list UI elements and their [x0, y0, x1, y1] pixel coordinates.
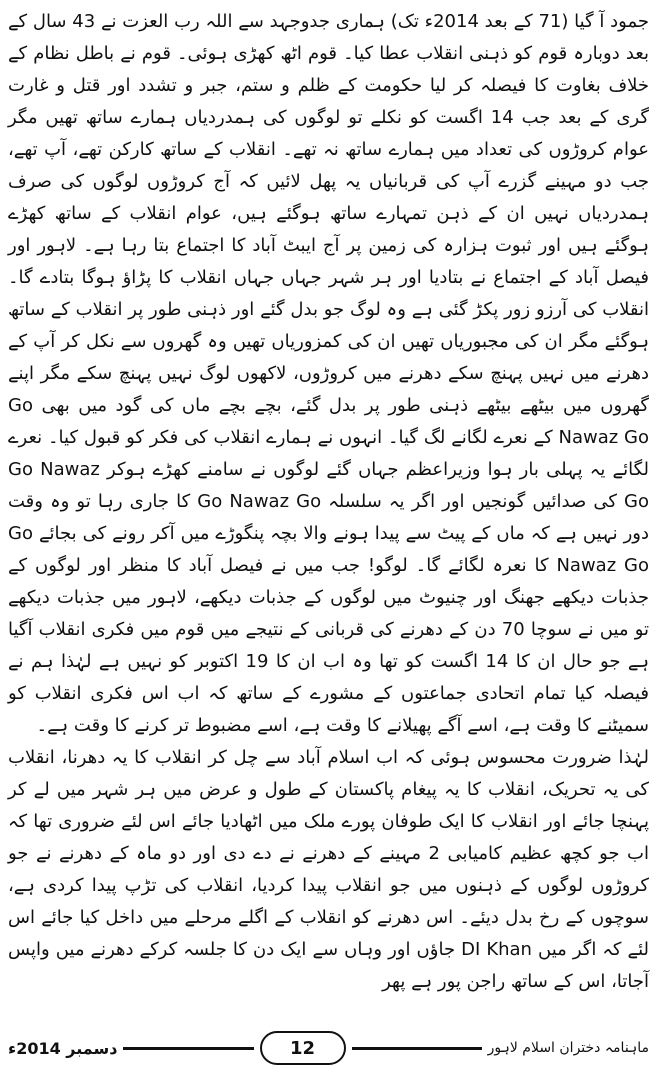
- footer-rule-left: [123, 1047, 253, 1050]
- paragraph: لہٰذا ضرورت محسوس ہوئی کہ اب اسلام آباد سے چل کر انقلاب کا یہ دھرنا، انقلاب کی یہ تحریک، انقلاب کا یہ پیغام پاکستان کے طول و عرض میں ہر شہر میں لے کر پہنچا جائے اور انقلاب کا ایک طوفان پورے ملک میں اٹھادیا جائے اس لئے ضروری تھا کہ اب جو کچھ عظیم کامیابی 2 مہینے کے دھرنے نے دے دی اور دو ماہ کے دھرنے نے جو کروڑوں لوگوں کے ذہنوں میں جو انقلاب پیدا کردیا، انقلاب کی تڑپ پیدا کردی ہے، سوچوں کے رخ بدل دیئے۔ اس دھرنے کو انقلاب کے اگلے مرحلے میں داخل کیا جائے اس لئے کہ اگر میں DI Khan جاؤں اور وہاں سے ایک دن کا جلسہ کرکے دھرنے میں واپس آجاتا، اس کے ساتھ راجن پور ہے پھر: [8, 747, 650, 992]
- page-footer: [8, 1028, 649, 1068]
- page-number: 12: [260, 1031, 346, 1065]
- footer-rule-right: [352, 1047, 482, 1050]
- paragraph: جمود آ گیا (71 کے بعد 2014ء تک) ہماری جدوجہد سے اللہ رب العزت نے 43 سال کے بعد دوبارہ قوم کو ذہنی انقلاب عطا کیا۔ قوم اٹھ کھڑی ہوئی۔ قوم نے باطل نظام کے خلاف بغاوت کا فیصلہ کر لیا حکومت کے ظلم و ستم، جبر و تشدد اور قتل و غارت گری کے بعد جب 14 اگست کو نکلے تو لوگوں کی ہمدردیاں ہمارے ساتھ تھیں مگر عوام کروڑوں کی تعداد میں ہمارے ساتھ نہ تھے۔ انقلاب کے ساتھ کارکن تھے، آپ تھے، جب دو مہینے گزرے آپ کی قربانیاں یہ پھل لائیں کہ آج کروڑوں لوگوں کی صرف ہمدردیاں نہیں ان کے ذہن تمہارے ساتھ ہوگئے ہیں، عوام انقلاب کے ساتھ کھڑے ہوگئے ہیں اور ثبوت ہزارہ کی زمین پر آج ایبٹ آباد کا اجتماع بتا رہا ہے۔ لاہور اور فیصل آباد کے اجتماع نے بتادیا اور ہر شہر جہاں جہاں انقلاب کا پڑاؤ ہوگا بتادے گا۔ انقلاب کی آرزو زور پکڑ گئی ہے وہ لوگ جو بدل گئے اور ذہنی طور پر انقلاب کے ساتھ ہوگئے مگر ان کی مجبوریاں تھیں ان کی کمزوریاں تھیں وہ گھروں سے نکل کر آپ کے دھرنے میں نہیں پہنچ سکے دھرنے میں کروڑوں، لاکھوں لوگ نہیں پہنچ سکے مگر اپنے گھروں میں بیٹھے بیٹھے ذہنی طور پر بدل گئے، بچے بچے ماں کی گود میں بھی Go Nawaz Go کے نعرے لگانے لگ گیا۔ انہوں نے ہمارے انقلاب کی فکر کو قبول کیا۔ نعرے لگائے یہ پہلی بار ہوا وزیراعظم جہاں گئے لوگوں نے سامنے کھڑے ہوکر Go Nawaz Go کی صدائیں گونجیں اور اگر یہ سلسلہ Go Nawaz Go کا جاری رہا تو وہ وقت دور نہیں ہے کہ ماں کے پیٹ سے پیدا ہونے والا بچہ پنگوڑے میں آکر رونے کی بجائے Go Nawaz Go کا نعرہ لگائے گا۔ لوگو! جب میں نے فیصل آباد کا منظر اور لوگوں کے جذبات دیکھے جھنگ اور چنیوٹ میں لوگوں کے جذبات دیکھے، لاہور میں جذبات دیکھے تو میں نے سوچا 70 دن کے دھرنے کی قربانی کے نتیجے میں قوم میں فکری انقلاب آگیا ہے جو حال ان کا 14 اگست کو تھا وہ اب ان کا 19 اکتوبر کو نہیں ہے لہٰذا ہم نے فیصلہ کیا تمام اتحادی جماعتوں کے مشورے کے ساتھ کہ اب اس فکری انقلاب کو سمیٹنے کا وقت ہے، اسے آگے پھیلانے کا وقت ہے، اسے مضبوط تر کرنے کا وقت ہے۔: [8, 11, 649, 736]
- article-body: [8, 6, 649, 998]
- issue-date: دسمبر 2014ء: [8, 1038, 118, 1058]
- journal-name: ماہنامہ دختران اسلام لاہور: [487, 1040, 650, 1056]
